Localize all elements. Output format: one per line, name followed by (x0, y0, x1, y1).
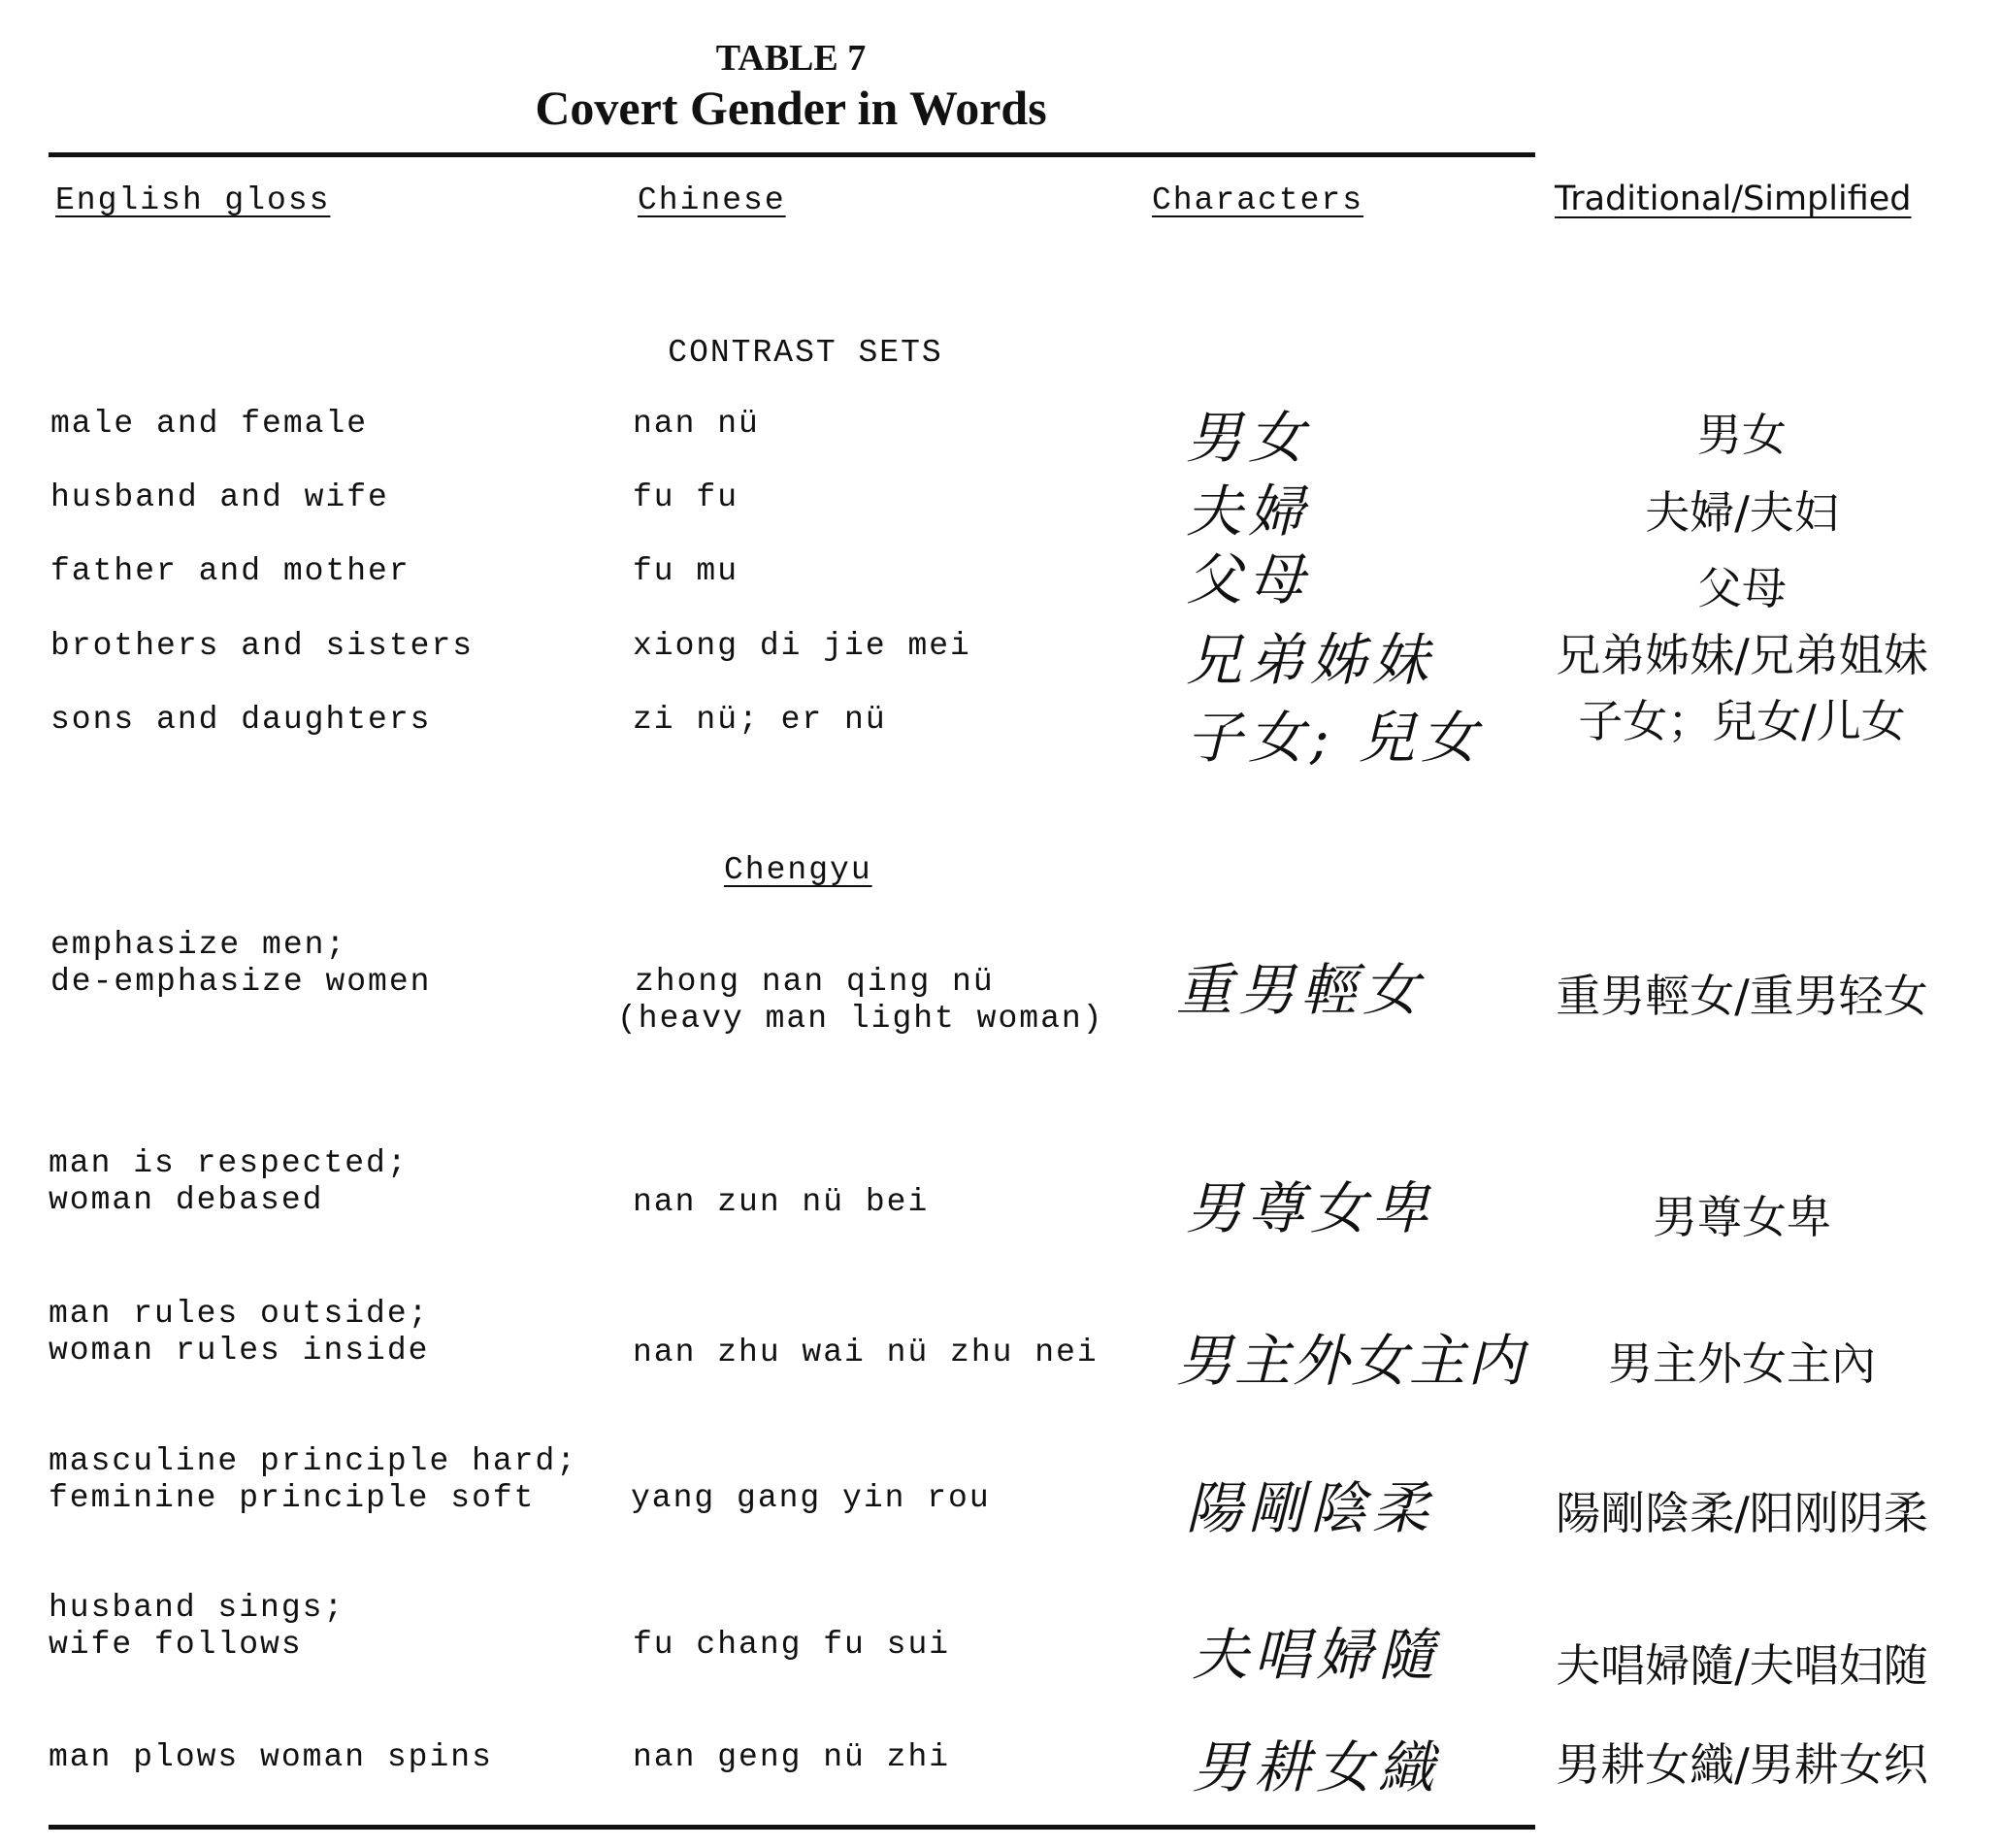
characters-cell: 重男輕女 (1176, 957, 1426, 1023)
pinyin-cell (617, 964, 1104, 1038)
traditional-simplified-cell: 兄弟姊妹/兄弟姐妹 (1556, 629, 1928, 681)
traditional-simplified-cell: 父母 (1697, 562, 1787, 614)
table-title: Covert Gender in Words (535, 81, 1047, 135)
traditional-simplified-cell: 夫婦/夫妇 (1645, 486, 1839, 539)
pinyin-cell: nan zhu wai nü zhu nei (633, 1335, 1099, 1370)
header-chinese: Chinese (638, 182, 786, 218)
pinyin-cell: fu fu (633, 479, 739, 515)
gloss-cell: father and mother (50, 553, 410, 589)
pinyin-cell: xiong di jie mei (633, 628, 971, 664)
header-traditional-simplified: Traditional/Simplified (1555, 180, 1912, 218)
gloss-cell: sons and daughters (50, 702, 432, 738)
table-label: TABLE 7 (715, 38, 867, 79)
characters-cell: 兄弟姊妹 (1186, 627, 1435, 693)
traditional-simplified-cell: 男女 (1697, 409, 1787, 461)
gloss-cell: man plows woman spins (49, 1739, 493, 1775)
gloss-line: man is respected; (49, 1145, 409, 1181)
traditional-simplified-cell: 男主外女主內 (1608, 1337, 1876, 1390)
top-rule (49, 152, 1535, 157)
gloss-line: masculine principle hard; (49, 1443, 578, 1479)
gloss-line: man rules outside; (49, 1296, 430, 1332)
pinyin-line: (heavy man light woman) (617, 1001, 1104, 1037)
section-chengyu: Chengyu (724, 852, 872, 888)
pinyin-cell: nan zun nü bei (633, 1184, 930, 1220)
characters-cell: 夫唱婦隨 (1192, 1622, 1441, 1688)
pinyin-cell: fu chang fu sui (633, 1627, 951, 1663)
gloss-line: wife follows (49, 1627, 303, 1663)
pinyin-cell: nan nü (633, 406, 760, 442)
characters-cell: 父母 (1186, 546, 1311, 612)
traditional-simplified-cell: 子女；兒女/儿女 (1578, 695, 1906, 747)
header-characters: Characters (1152, 182, 1364, 218)
gloss-line: woman rules inside (49, 1333, 430, 1369)
gloss-cell: male and female (50, 406, 369, 442)
characters-cell: 夫婦 (1186, 478, 1311, 544)
bottom-rule (49, 1825, 1535, 1830)
pinyin-line: zhong nan qing nü (635, 964, 995, 1000)
traditional-simplified-cell: 男耕女織/男耕女织 (1556, 1738, 1928, 1791)
characters-cell: 陽剛陰柔 (1186, 1475, 1435, 1541)
characters-cell: 男耕女織 (1192, 1734, 1441, 1800)
gloss-line: woman debased (49, 1182, 324, 1218)
gloss-cell (49, 1590, 345, 1664)
gloss-cell (49, 1145, 409, 1219)
gloss-cell: husband and wife (50, 479, 389, 515)
traditional-simplified-cell: 重男輕女/重男轻女 (1556, 970, 1928, 1022)
pinyin-cell: fu mu (633, 553, 739, 589)
gloss-cell (49, 1443, 577, 1517)
gloss-line: husband sings; (49, 1590, 345, 1626)
traditional-simplified-cell: 夫唱婦隨/夫唱妇随 (1556, 1639, 1928, 1692)
characters-cell: 男女 (1186, 405, 1311, 471)
pinyin-cell: zi nü; er nü (633, 702, 887, 738)
header-english-gloss: English gloss (55, 182, 331, 218)
traditional-simplified-cell: 男尊女卑 (1653, 1191, 1831, 1243)
characters-cell: 男主外女主内 (1176, 1328, 1526, 1394)
gloss-line: emphasize men; (50, 927, 347, 963)
gloss-cell (50, 927, 431, 1001)
gloss-line: feminine principle soft (49, 1480, 536, 1516)
section-contrast-sets: CONTRAST SETS (668, 335, 943, 371)
traditional-simplified-cell: 陽剛陰柔/阳刚阴柔 (1556, 1487, 1928, 1539)
characters-cell: 子女; 兒女 (1186, 705, 1483, 771)
pinyin-cell: nan geng nü zhi (633, 1739, 951, 1775)
pinyin-cell: yang gang yin rou (631, 1480, 991, 1516)
characters-cell: 男尊女卑 (1186, 1175, 1435, 1241)
gloss-cell (49, 1296, 429, 1370)
gloss-cell: brothers and sisters (50, 628, 475, 664)
gloss-line: de-emphasize women (50, 964, 432, 1000)
